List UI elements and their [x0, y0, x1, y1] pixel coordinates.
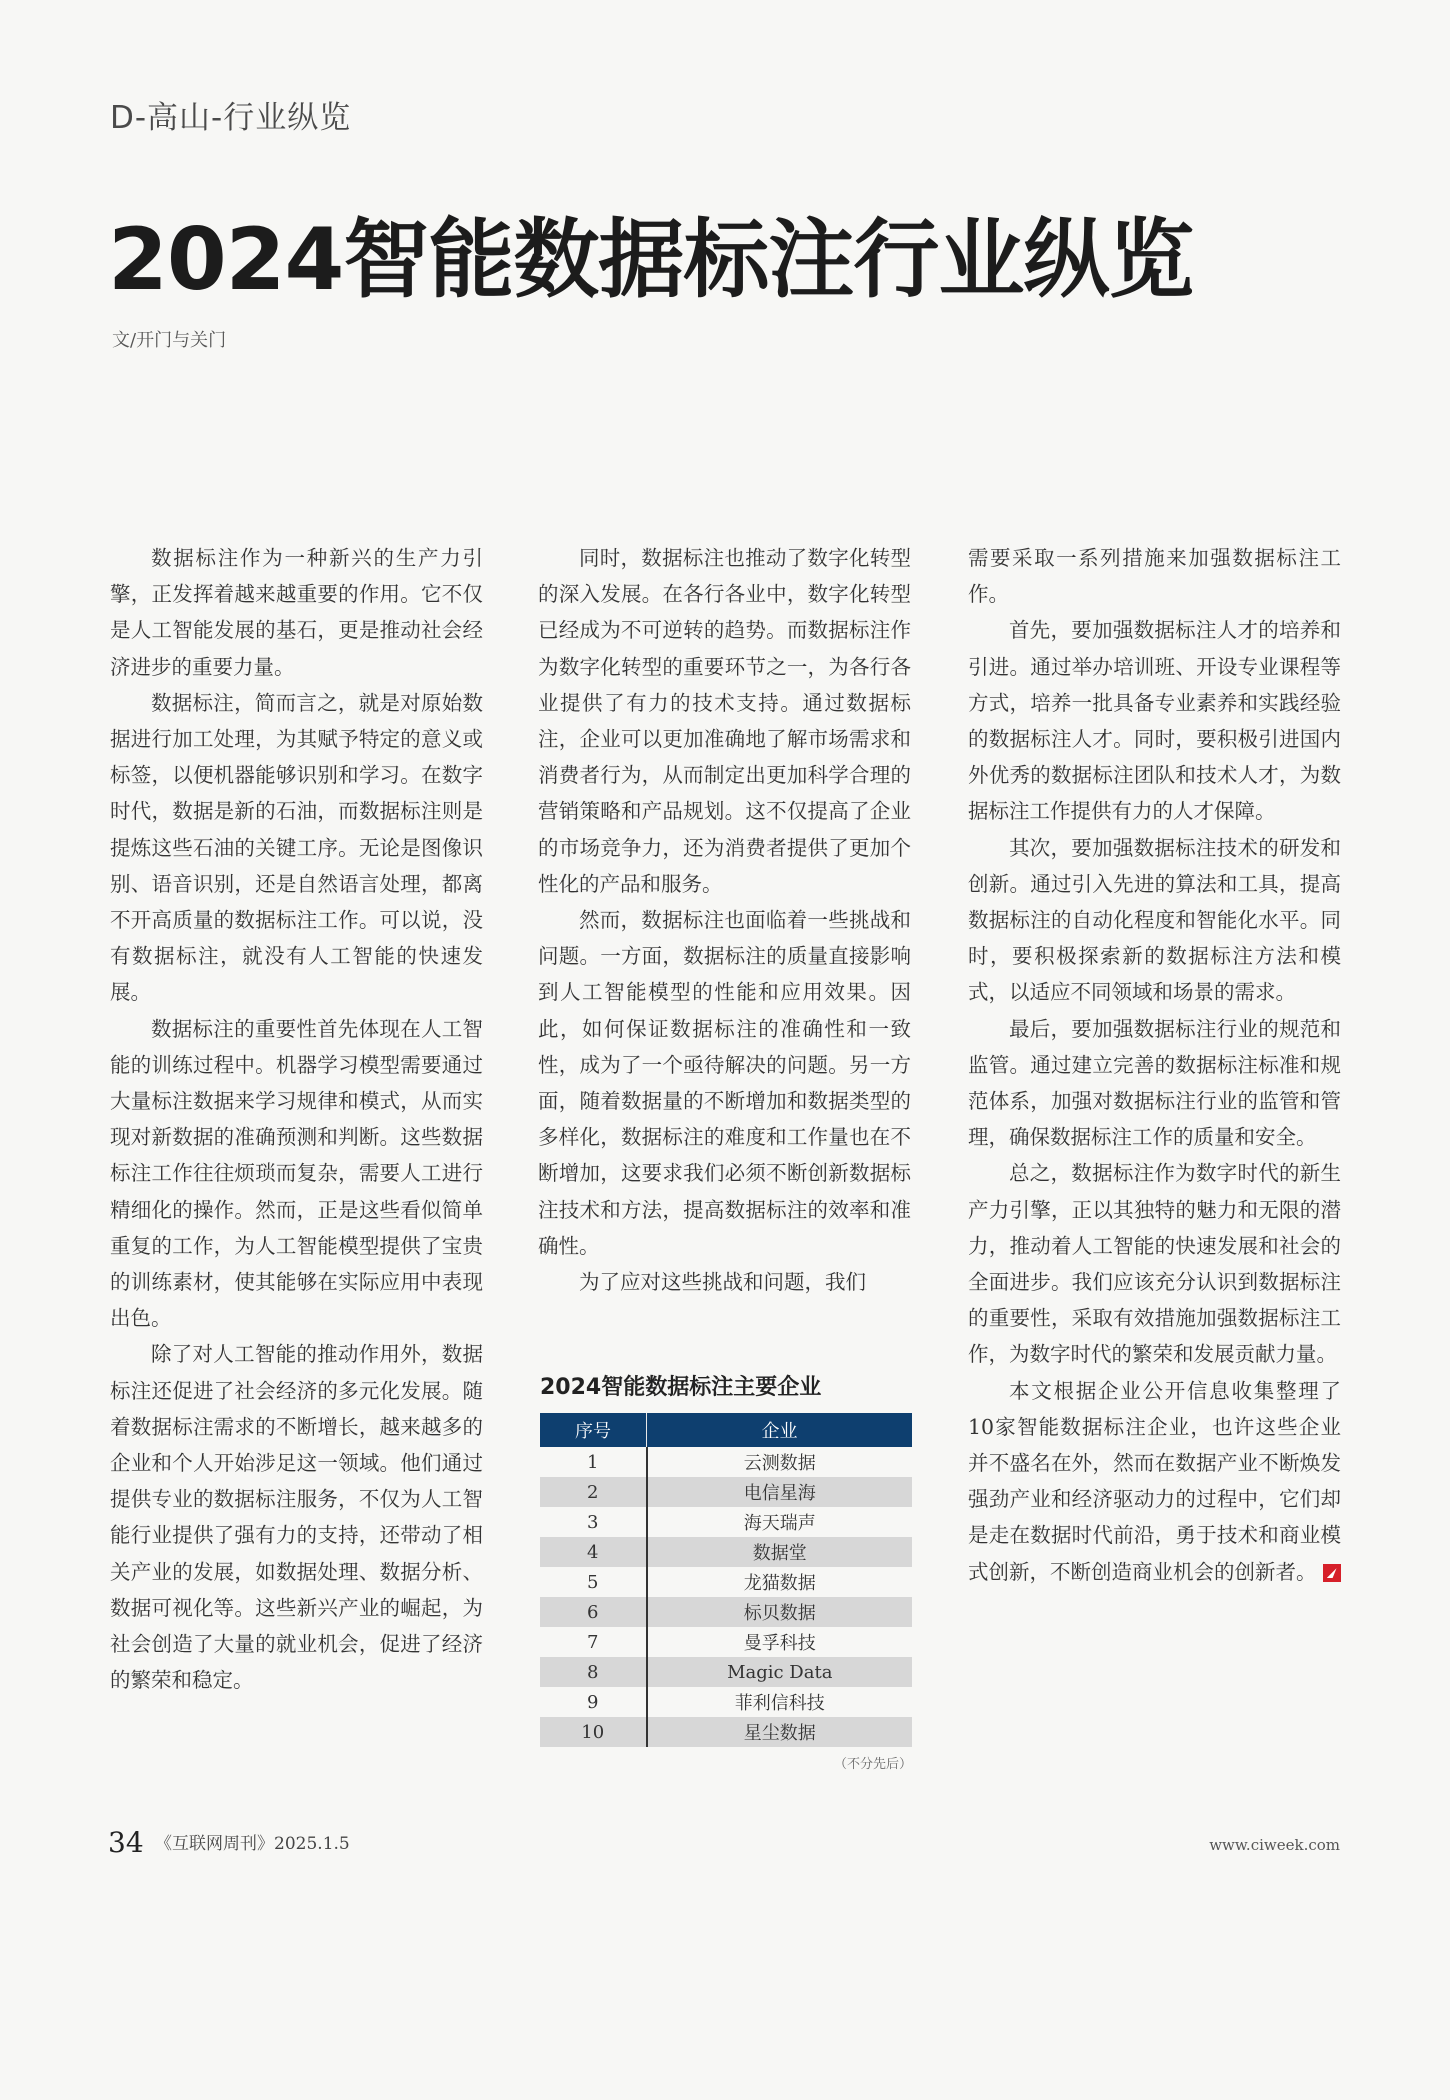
- paragraph: 为了应对这些挑战和问题，我们: [579, 1270, 866, 1295]
- paragraph-continuation: 需要采取一系列措施来加强数据标注工作。: [968, 546, 1341, 607]
- table-row: [540, 1477, 912, 1507]
- companies-table: [540, 1413, 912, 1747]
- table-note: （不分先后）: [833, 1757, 912, 1772]
- table-row: [540, 1507, 912, 1537]
- company-name: 曼孚科技: [743, 1633, 816, 1654]
- row-number: 8: [540, 1657, 647, 1687]
- paragraph: 总之，数据标注作为数字时代的新生产力引擎，正以其独特的魅力和无限的潜力，推动着人工智能的快速发展和社会的全面进步。我们应该充分认识到数据标注的重要性，采取有效措施加强数据标注工作，为数字时代的繁荣和发展贡献力量。: [968, 1161, 1341, 1367]
- company-name: 云测数据: [743, 1453, 816, 1474]
- publication-info: 《互联网周刊》2025.1.5: [155, 1834, 350, 1854]
- column-header-company: 企业: [647, 1413, 913, 1447]
- row-number: 7: [540, 1627, 647, 1657]
- end-mark-icon: [1323, 1564, 1341, 1582]
- paragraph: 数据标注作为一种新兴的生产力引擎，正发挥着越来越重要的作用。它不仅是人工智能发展的基石，更是推动社会经济进步的重要力量。: [110, 546, 483, 679]
- table-row: [540, 1597, 912, 1627]
- page-number: 34: [108, 1826, 144, 1859]
- table-row: [540, 1447, 912, 1477]
- article-column-1: [110, 540, 483, 1699]
- paragraph: [968, 1373, 1341, 1590]
- companies-table-block: [540, 1370, 912, 1772]
- table-row: [540, 1657, 912, 1687]
- closing-paragraph-text: 本文根据企业公开信息收集整理了10家智能数据标注企业，也许这些企业并不盛名在外，然而在数据产业不断焕发强劲产业和经济驱动力的过程中，它们却是走在数据时代前沿，勇于技术和商业模式创新，不断创造商业机会的创新者。: [968, 1378, 1341, 1584]
- row-number: 3: [540, 1507, 647, 1537]
- page-title: 2024智能数据标注行业纵览: [108, 210, 1194, 310]
- website-url: www.ciweek.com: [1209, 1836, 1340, 1854]
- paragraph: 同时，数据标注也推动了数字化转型的深入发展。在各行各业中，数字化转型已经成为不可逆转的趋势。而数据标注作为数字化转型的重要环节之一，为各行各业提供了有力的技术支持。通过数据标注，企业可以更加准确地了解市场需求和消费者行为，从而制定出更加科学合理的营销策略和产品规划。这不仅提高了企业的市场竞争力，还为消费者提供了更加个性化的产品和服务。: [538, 546, 911, 896]
- column-header-number: 序号: [540, 1413, 647, 1447]
- company-name: 数据堂: [647, 1537, 913, 1567]
- table-row: [540, 1687, 912, 1717]
- paragraph: 数据标注，简而言之，就是对原始数据进行加工处理，为其赋予特定的意义或标签，以便机器能够识别和学习。在数字时代，数据是新的石油，而数据标注则是提炼这些石油的关键工序。无论是图像识别、语音识别，还是自然语言处理，都离不开高质量的数据标注工作。可以说，没有数据标注，就没有人工智能的快速发展。: [110, 690, 483, 1005]
- row-number: 4: [540, 1537, 647, 1567]
- byline: 文/开门与关门: [112, 330, 227, 351]
- company-name: 电信星海: [647, 1477, 913, 1507]
- company-name: 星尘数据: [647, 1717, 913, 1747]
- company-name: 菲利信科技: [734, 1693, 825, 1714]
- paragraph: 除了对人工智能的推动作用外，数据标注还促进了社会经济的多元化发展。随着数据标注需求的不断增长，越来越多的企业和个人开始涉足这一领域。他们通过提供专业的数据标注服务，不仅为人工智能行业提供了强有力的支持，还带动了相关产业的发展，如数据处理、数据分析、数据可视化等。这些新兴产业的崛起，为社会创造了大量的就业机会，促进了经济的繁荣和稳定。: [110, 1342, 483, 1693]
- section-tag: D-高山-行业纵览: [110, 100, 352, 136]
- table-row: [540, 1567, 912, 1597]
- paragraph: 数据标注的重要性首先体现在人工智能的训练过程中。机器学习模型需要通过大量标注数据来学习规律和模式，从而实现对新数据的准确预测和判断。这些数据标注工作往往烦琐而复杂，需要人工进行精细化的操作。然而，正是这些看似简单重复的工作，为人工智能模型提供了宝贵的训练素材，使其能够在实际应用中表现出色。: [110, 1016, 483, 1331]
- paragraph: 然而，数据标注也面临着一些挑战和问题。一方面，数据标注的质量直接影响到人工智能模型的性能和应用效果。因此，如何保证数据标注的准确性和一致性，成为了一个亟待解决的问题。另一方面，随着数据量的不断增加和数据类型的多样化，数据标注的难度和工作量也在不断增加，这要求我们必须不断创新数据标注技术和方法，提高数据标注的效率和准确性。: [538, 908, 911, 1258]
- paragraph: 首先，要加强数据标注人才的培养和引进。通过举办培训班、开设专业课程等方式，培养一批具备专业素养和实践经验的数据标注人才。同时，要积极引进国内外优秀的数据标注团队和技术人才，为数据标注工作提供有力的人才保障。: [968, 618, 1341, 824]
- paragraph: 其次，要加强数据标注技术的研发和创新。通过引入先进的算法和工具，提高数据标注的自动化程度和智能化水平。同时，要积极探索新的数据标注方法和模式，以适应不同领域和场景的需求。: [968, 835, 1341, 1005]
- row-number: 2: [540, 1477, 647, 1507]
- company-name: 龙猫数据: [743, 1573, 816, 1594]
- table-row: [540, 1627, 912, 1657]
- row-number: 10: [540, 1717, 647, 1747]
- row-number: 9: [540, 1687, 647, 1717]
- page-footer: [108, 1826, 350, 1859]
- table-row: [540, 1717, 912, 1747]
- company-name: 标贝数据: [647, 1597, 913, 1627]
- table-header-row: [540, 1413, 912, 1447]
- table-row: [540, 1537, 912, 1567]
- company-name: 海天瑞声: [743, 1513, 816, 1534]
- article-column-3: [968, 540, 1341, 1590]
- row-number: 6: [540, 1597, 647, 1627]
- table-title: 2024智能数据标注主要企业: [540, 1375, 822, 1400]
- article-column-2: [538, 540, 911, 1300]
- row-number: 5: [540, 1567, 647, 1597]
- company-name: Magic Data: [647, 1657, 913, 1687]
- row-number: 1: [540, 1447, 647, 1477]
- paragraph: 最后，要加强数据标注行业的规范和监管。通过建立完善的数据标注标准和规范体系，加强对数据标注行业的监管和管理，确保数据标注工作的质量和安全。: [968, 1016, 1341, 1150]
